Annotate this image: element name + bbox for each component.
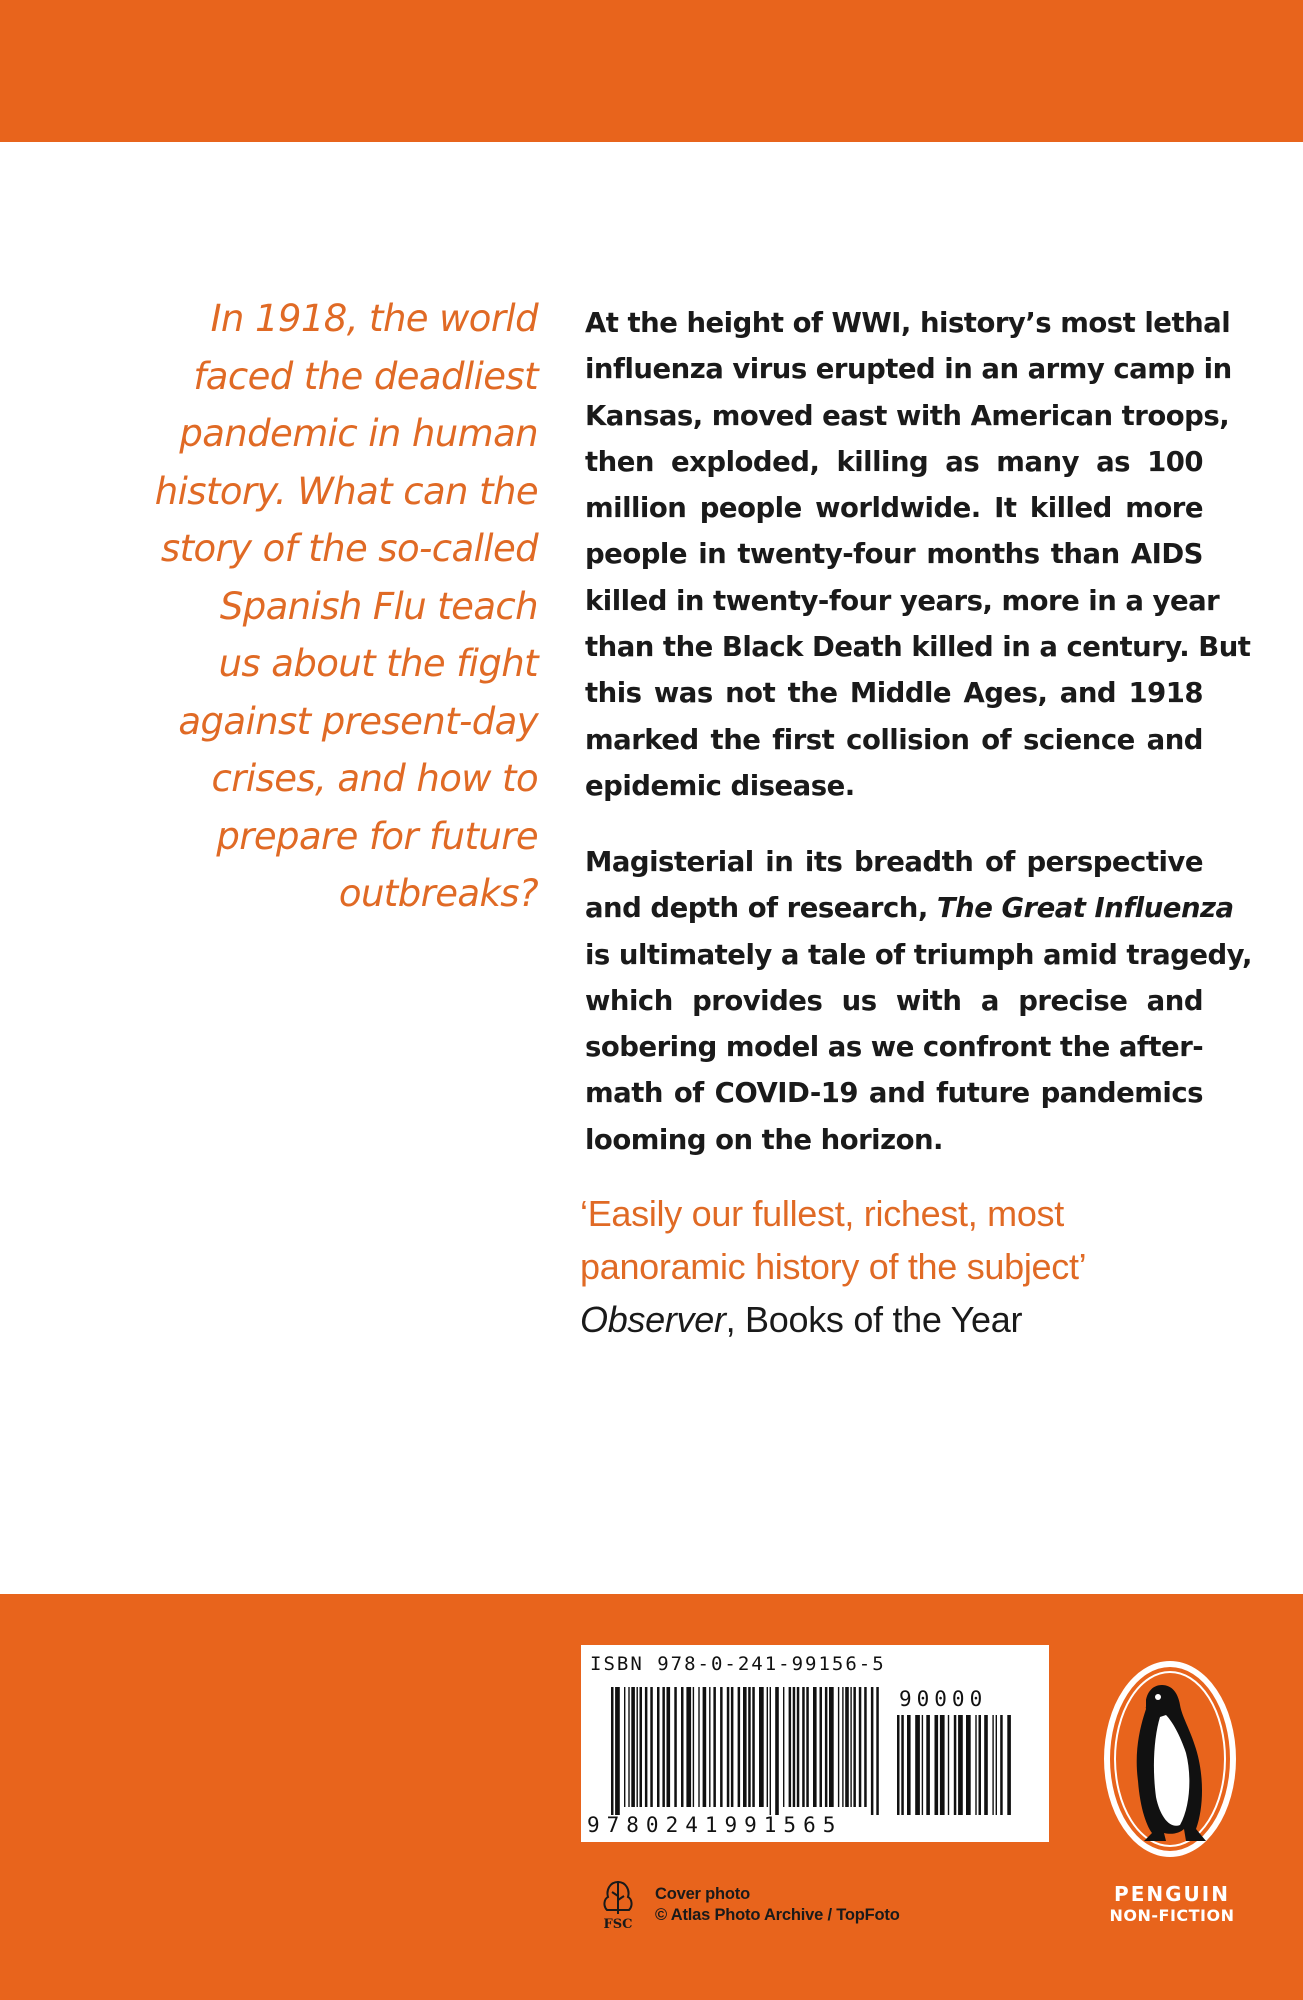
tagline-line: pandemic in human [179, 412, 538, 455]
barcode-bar [645, 1687, 648, 1807]
blurb-line: looming on the horizon. [585, 1123, 944, 1156]
barcode-bar [767, 1687, 768, 1807]
barcode-bar [657, 1687, 660, 1807]
tagline [100, 290, 538, 923]
credit-line: © Atlas Photo Archive / TopFoto [655, 1906, 900, 1924]
barcode-bar [775, 1687, 779, 1815]
barcode-bar [853, 1687, 856, 1807]
barcode-bar [802, 1687, 805, 1807]
barcode-bar [693, 1687, 694, 1807]
barcode-bar [709, 1687, 710, 1807]
barcode-bar [966, 1715, 971, 1815]
barcode-bar [793, 1687, 796, 1807]
barcode-bar [637, 1687, 638, 1807]
barcode-bar [984, 1715, 988, 1815]
blurb-line: then exploded, killing as many as 100 [585, 445, 1203, 478]
barcode-bar [996, 1715, 997, 1815]
barcode-bar [820, 1687, 823, 1807]
tagline-line: Spanish Flu teach [219, 584, 538, 628]
barcode-bar [686, 1687, 691, 1807]
barcode [581, 1645, 1049, 1842]
barcode-bar [838, 1687, 839, 1807]
blurb-line: sobering model as we confront the after- [585, 1031, 1204, 1064]
barcode-bar [897, 1715, 900, 1815]
barcode-bar [759, 1687, 764, 1807]
barcode-bar [662, 1687, 665, 1807]
penguin-logo-icon [1100, 1657, 1240, 1861]
barcode-bar [907, 1715, 911, 1815]
barcode-bar [813, 1687, 817, 1807]
review-source [580, 1293, 1220, 1346]
blurb-line: this was not the Middle Ages, and 1918 [585, 677, 1203, 710]
tagline-line: against present-day [178, 699, 538, 743]
blurb-line: which provides us with a precise and [585, 984, 1203, 1017]
barcode-bar [806, 1687, 809, 1807]
credit-line: Cover photo [655, 1885, 750, 1903]
barcode-bar [674, 1687, 677, 1807]
fsc-tree-icon [598, 1878, 638, 1932]
blurb-line: people in twenty-four months than AIDS [585, 538, 1203, 571]
cover-photo-credit [655, 1884, 900, 1926]
barcode-bar [859, 1687, 862, 1807]
barcode-bar [713, 1687, 716, 1807]
blurb-line: than the Black Death killed in a century. But [585, 631, 1251, 664]
barcode-bar [992, 1715, 993, 1815]
publisher-series: NON-FICTION [1109, 1906, 1235, 1925]
tagline-line: prepare for future [216, 814, 538, 858]
review-quote-line: ‘Easily our fullest, richest, most [580, 1193, 1064, 1234]
barcode-bar [922, 1715, 923, 1815]
barcode-bar [864, 1687, 867, 1807]
barcode-bar [948, 1715, 949, 1815]
book-title: The Great Influenza [936, 892, 1234, 925]
barcode-bar [789, 1687, 792, 1807]
barcode-bar [935, 1715, 939, 1815]
barcode-bar [975, 1715, 976, 1815]
top-orange-band [0, 0, 1303, 142]
barcode-bar [1007, 1715, 1011, 1815]
barcode-bar [667, 1687, 671, 1807]
blurb-line: million people worldwide. It killed more [585, 492, 1203, 525]
blurb-line: At the height of WWI, history’s most lethal [585, 307, 1231, 339]
barcode-bar [901, 1715, 904, 1815]
review-quote-line: panoramic history of the subject’ [580, 1246, 1087, 1287]
blurb-line: Kansas, moved east with American troops, [585, 399, 1230, 432]
barcode-bar [748, 1687, 751, 1807]
fsc-label: FSC [603, 1917, 633, 1932]
barcode-bar [631, 1687, 635, 1807]
tagline-line: In 1918, the world [210, 297, 538, 340]
barcode-bar [752, 1687, 755, 1807]
barcode-bar [770, 1687, 771, 1815]
barcode-bar [720, 1687, 723, 1807]
addon-digits: 90000 [899, 1687, 988, 1711]
barcode-bar [783, 1687, 784, 1807]
barcode-bar [850, 1687, 851, 1807]
isbn-text: ISBN 978-0-241-99156-5 [590, 1653, 886, 1675]
barcode-bar [842, 1687, 843, 1807]
barcode-bar [628, 1687, 629, 1807]
tagline-line: faced the deadliest [193, 354, 538, 398]
barcode-bar [825, 1687, 828, 1807]
blurb-line-prefix: and depth of research, [585, 892, 937, 925]
barcode-bar [727, 1687, 730, 1807]
barcode-bar [615, 1687, 620, 1815]
tagline-line: crises, and how to [211, 757, 538, 800]
barcode-bar [743, 1687, 747, 1807]
barcode-bar [738, 1687, 741, 1807]
tagline-line: story of the so-called [160, 527, 538, 570]
ean-digits: 9780241991565 [587, 1813, 843, 1837]
barcode-bar [650, 1687, 653, 1807]
blurb-line: math of COVID-19 and future pandemics [585, 1077, 1203, 1110]
barcode-bar [681, 1687, 684, 1807]
barcode-bar [731, 1687, 734, 1807]
barcode-bar [871, 1687, 874, 1815]
barcode-bar [915, 1715, 920, 1815]
barcode-bar [954, 1715, 957, 1815]
review-quote [580, 1187, 1220, 1346]
barcode-bar [640, 1687, 643, 1807]
barcode-bar [1000, 1715, 1003, 1815]
blurb-line: killed in twenty-four years, more in a year [585, 584, 1220, 617]
tagline-line: history. What can the [154, 469, 538, 513]
barcode-bar [979, 1715, 982, 1815]
publisher-name: PENGUIN [1114, 1882, 1230, 1906]
barcode-bar [926, 1715, 930, 1815]
blurb-line: influenza virus erupted in an army camp in [585, 353, 1232, 386]
barcode-bar [876, 1687, 879, 1815]
tagline-line: us about the fight [218, 642, 538, 685]
tagline-line: outbreaks? [338, 872, 538, 915]
blurb-line: marked the first collision of science and [585, 723, 1203, 756]
barcode-bar [797, 1687, 800, 1807]
barcode-bar [958, 1715, 963, 1815]
barcode-bar [624, 1687, 625, 1807]
blurb-line: epidemic disease. [585, 769, 855, 802]
blurb-paragraph-1 [585, 300, 1251, 809]
barcode-bar [940, 1715, 945, 1815]
review-source-publication: Observer [580, 1299, 726, 1340]
blurb-line [585, 885, 1234, 931]
barcode-bar [698, 1687, 699, 1807]
barcode-bar [829, 1687, 834, 1807]
barcode-bar [703, 1687, 707, 1807]
blurb-line: is ultimately a tale of triumph amid tragedy, [585, 938, 1252, 971]
barcode-bar [845, 1687, 849, 1807]
barcode-bar [611, 1687, 614, 1815]
review-source-rest: , Books of the Year [725, 1299, 1023, 1340]
blurb-paragraph-2 [585, 839, 1252, 1163]
blurb-line: Magisterial in its breadth of perspective [585, 846, 1203, 878]
